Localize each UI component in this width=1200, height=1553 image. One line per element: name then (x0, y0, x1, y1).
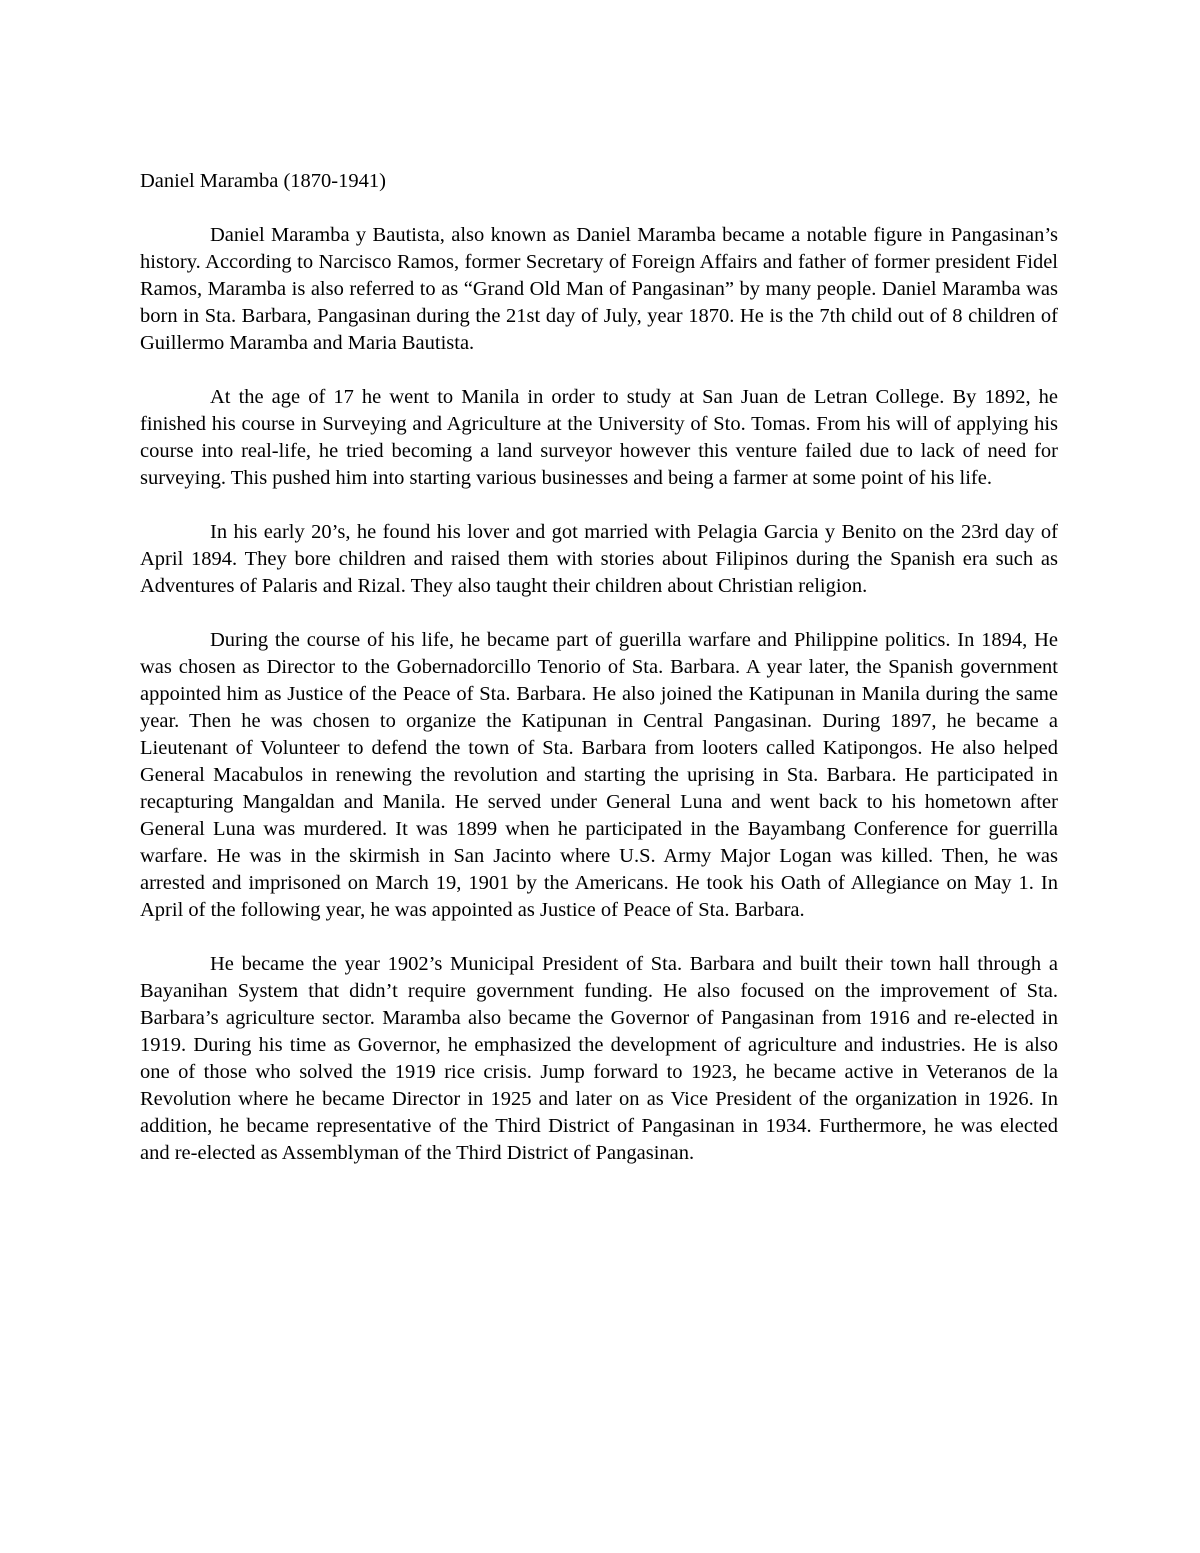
document-body (140, 168, 1058, 1167)
paragraph-revolution: During the course of his life, he became part of guerilla warfare and Philippine politics. In 1894, He was chosen as Director to the Gobernadorcillo Tenorio of Sta. Barbara. A year later, the Spanish government appointed him as Justice of the Peace of Sta. Barbara. He also joined the Katipunan in Manila during the same year. Then he was chosen to organize the Katipunan in Central Pangasinan. During 1897, he became a Lieutenant of Volunteer to defend the town of Sta. Barbara from looters called Katipongos. He also helped General Macabulos in renewing the revolution and starting the uprising in Sta. Barbara. He participated in recapturing Mangaldan and Manila. He served under General Luna and went back to his hometown after General Luna was murdered. It was 1899 when he participated in the Bayambang Conference for guerrilla warfare. He was in the skirmish in San Jacinto where U.S. Army Major Logan was killed. Then, he was arrested and imprisoned on March 19, 1901 by the Americans. He took his Oath of Allegiance on May 1. In April of the following year, he was appointed as Justice of Peace of Sta. Barbara. (140, 629, 1058, 921)
paragraph-education: At the age of 17 he went to Manila in order to study at San Juan de Letran College. By 1892, he finished his course in Surveying and Agriculture at the University of Sto. Tomas. From his will of applying his course into real-life, he tried becoming a land surveyor however this venture failed due to lack of need for surveying. This pushed him into starting various businesses and being a farmer at some point of his life. (140, 386, 1058, 489)
document-title: Daniel Maramba (1870-1941) (140, 170, 386, 192)
paragraph-early-life: Daniel Maramba y Bautista, also known as Daniel Maramba became a notable figure in Pangasinan’s history. According to Narcisco Ramos, former Secretary of Foreign Affairs and father of former president Fidel Ramos, Maramba is also referred to as “Grand Old Man of Pangasinan” by many people. Daniel Maramba was born in Sta. Barbara, Pangasinan during the 21st day of July, year 1870. He is the 7th child out of 8 children of Guillermo Maramba and Maria Bautista. (140, 224, 1058, 354)
paragraph-political-career: He became the year 1902’s Municipal President of Sta. Barbara and built their town hall through a Bayanihan System that didn’t require government funding. He also focused on the improvement of Sta. Barbara’s agriculture sector. Maramba also became the Governor of Pangasinan from 1916 and re-elected in 1919. During his time as Governor, he emphasized the development of agriculture and industries. He is also one of those who solved the 1919 rice crisis. Jump forward to 1923, he became active in Veteranos de la Revolution where he became Director in 1925 and later on as Vice President of the organization in 1926. In addition, he became representative of the Third District of Pangasinan in 1934. Furthermore, he was elected and re-elected as Assemblyman of the Third District of Pangasinan. (140, 953, 1058, 1164)
paragraph-marriage: In his early 20’s, he found his lover and got married with Pelagia Garcia y Benito on the 23rd day of April 1894. They bore children and raised them with stories about Filipinos during the Spanish era such as Adventures of Palaris and Rizal. They also taught their children about Christian religion. (140, 521, 1058, 597)
